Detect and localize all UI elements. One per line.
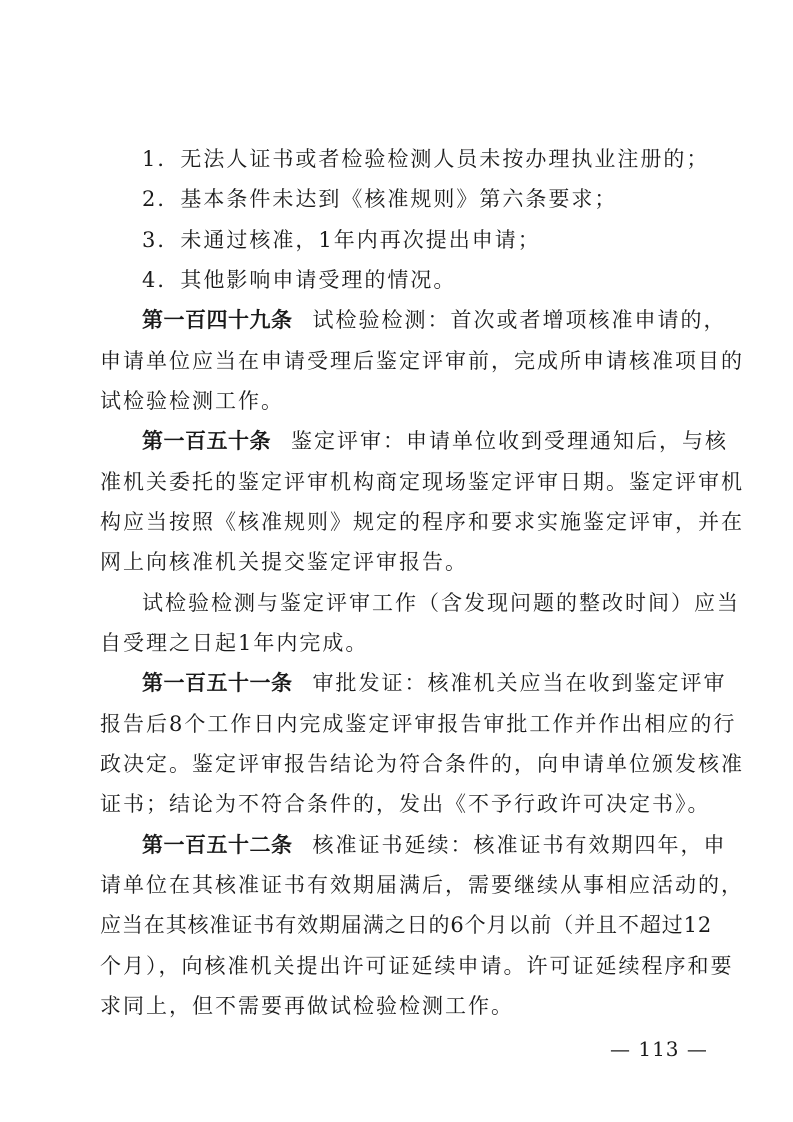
paragraph-line: 网上向核准机关提交鉴定评审报告。 (100, 550, 468, 574)
paragraph-line: 准机关委托的鉴定评审机构商定现场鉴定评审日期。鉴定评审机 (100, 470, 744, 494)
article-152-text: 核准证书延续：核准证书有效期四年，申 (312, 833, 727, 857)
list-item-1: 1．无法人证书或者检验检测人员未按办理执业注册的； (142, 147, 710, 171)
article-151-line (142, 670, 742, 696)
article-152-line (142, 832, 742, 858)
paragraph-line: 报告后8个工作日内完成鉴定评审报告审批工作并作出相应的行 (100, 712, 737, 736)
paragraph-line: 试检验检测与鉴定评审工作（含发现问题的整改时间）应当 (142, 591, 740, 615)
paragraph-line: 应当在其核准证书有效期届满之日的6个月以前（并且不超过12 (100, 913, 713, 937)
article-150-heading: 第一百五十条 (142, 429, 271, 453)
paragraph-line: 自受理之日起1年内完成。 (100, 631, 369, 655)
list-item-3: 3．未通过核准，1年内再次提出申请； (142, 228, 541, 252)
paragraph-line: 构应当按照《核准规则》规定的程序和要求实施鉴定评审，并在 (100, 510, 744, 534)
page-number: — 113 — (610, 1037, 708, 1061)
article-149-line (142, 307, 742, 333)
paragraph-line: 证书；结论为不符合条件的，发出《不予行政许可决定书》。 (100, 792, 711, 816)
article-150-line (142, 428, 742, 454)
article-149-text: 试检验检测：首次或者增项核准申请的， (312, 308, 727, 332)
list-item-4: 4．其他影响申请受理的情况。 (142, 268, 457, 292)
paragraph-line: 政决定。鉴定评审报告结论为符合条件的，向申请单位颁发核准 (100, 752, 744, 776)
paragraph-line: 个月），向核准机关提出许可证延续申请。许可证延续程序和要 (100, 954, 734, 978)
article-152-heading: 第一百五十二条 (142, 833, 293, 857)
paragraph-line: 申请单位应当在申请受理后鉴定评审前，完成所申请核准项目的 (100, 349, 744, 373)
article-150-text: 鉴定评审：申请单位收到受理通知后，与核 (291, 429, 728, 453)
list-item-2: 2．基本条件未达到《核准规则》第六条要求； (142, 187, 618, 211)
article-151-heading: 第一百五十一条 (142, 671, 293, 695)
paragraph-line: 试检验检测工作。 (100, 389, 284, 413)
article-151-text: 审批发证：核准机关应当在收到鉴定评审 (312, 671, 727, 695)
article-149-heading: 第一百四十九条 (142, 308, 293, 332)
paragraph-line: 请单位在其核准证书有效期届满后，需要继续从事相应活动的， (100, 873, 744, 897)
paragraph-line: 求同上，但不需要再做试检验检测工作。 (100, 994, 514, 1018)
